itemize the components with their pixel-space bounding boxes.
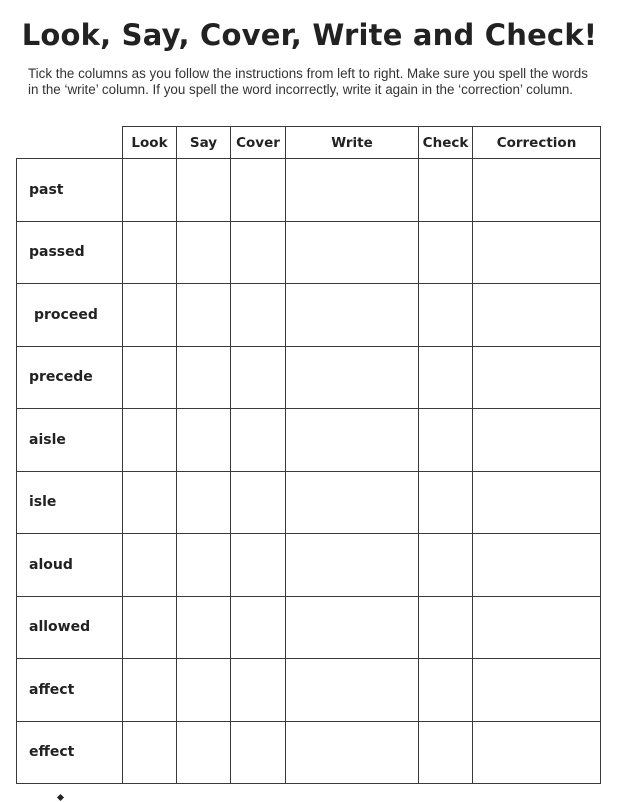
say-cell[interactable]	[177, 534, 231, 597]
check-cell[interactable]	[419, 471, 473, 534]
correction-cell[interactable]	[473, 471, 601, 534]
cover-cell[interactable]	[231, 534, 286, 597]
word-label: affect	[17, 659, 123, 722]
table-row	[17, 409, 601, 472]
correction-cell[interactable]	[473, 284, 601, 347]
check-cell[interactable]	[419, 534, 473, 597]
say-cell[interactable]	[177, 596, 231, 659]
say-cell[interactable]	[177, 471, 231, 534]
instructions-text: Tick the columns as you follow the instructions from left to right. Make sure you spell the words in the ‘write’ column. If you spell the word incorrectly, write it again in the ‘correction’ column.	[28, 66, 588, 97]
word-label: effect	[17, 721, 123, 784]
write-cell[interactable]	[286, 534, 419, 597]
correction-cell[interactable]	[473, 659, 601, 722]
correction-cell[interactable]	[473, 721, 601, 784]
table-row	[17, 346, 601, 409]
write-cell[interactable]	[286, 284, 419, 347]
write-cell[interactable]	[286, 409, 419, 472]
cover-cell[interactable]	[231, 159, 286, 222]
table-row	[17, 721, 601, 784]
spelling-table	[16, 126, 601, 784]
say-cell[interactable]	[177, 409, 231, 472]
header-row	[17, 127, 601, 159]
page-corner-mark	[57, 794, 64, 801]
cover-cell[interactable]	[231, 471, 286, 534]
word-label: past	[17, 159, 123, 222]
correction-cell[interactable]	[473, 159, 601, 222]
say-cell[interactable]	[177, 659, 231, 722]
table-row	[17, 534, 601, 597]
column-header-correction: Correction	[473, 127, 601, 159]
look-cell[interactable]	[123, 596, 177, 659]
check-cell[interactable]	[419, 659, 473, 722]
look-cell[interactable]	[123, 284, 177, 347]
look-cell[interactable]	[123, 534, 177, 597]
look-cell[interactable]	[123, 659, 177, 722]
cover-cell[interactable]	[231, 721, 286, 784]
word-label: isle	[17, 471, 123, 534]
write-cell[interactable]	[286, 721, 419, 784]
header-corner	[17, 127, 123, 159]
look-cell[interactable]	[123, 409, 177, 472]
write-cell[interactable]	[286, 596, 419, 659]
say-cell[interactable]	[177, 346, 231, 409]
look-cell[interactable]	[123, 346, 177, 409]
table-row	[17, 221, 601, 284]
table-row	[17, 159, 601, 222]
column-header-cover: Cover	[231, 127, 286, 159]
word-label: proceed	[17, 284, 123, 347]
write-cell[interactable]	[286, 471, 419, 534]
write-cell[interactable]	[286, 346, 419, 409]
correction-cell[interactable]	[473, 534, 601, 597]
correction-cell[interactable]	[473, 221, 601, 284]
say-cell[interactable]	[177, 221, 231, 284]
correction-cell[interactable]	[473, 596, 601, 659]
say-cell[interactable]	[177, 159, 231, 222]
say-cell[interactable]	[177, 284, 231, 347]
column-header-look: Look	[123, 127, 177, 159]
word-label: precede	[17, 346, 123, 409]
check-cell[interactable]	[419, 721, 473, 784]
write-cell[interactable]	[286, 221, 419, 284]
cover-cell[interactable]	[231, 596, 286, 659]
column-header-write: Write	[286, 127, 419, 159]
check-cell[interactable]	[419, 221, 473, 284]
check-cell[interactable]	[419, 346, 473, 409]
word-label: aloud	[17, 534, 123, 597]
table-row	[17, 284, 601, 347]
cover-cell[interactable]	[231, 221, 286, 284]
check-cell[interactable]	[419, 284, 473, 347]
check-cell[interactable]	[419, 409, 473, 472]
check-cell[interactable]	[419, 596, 473, 659]
cover-cell[interactable]	[231, 659, 286, 722]
look-cell[interactable]	[123, 221, 177, 284]
look-cell[interactable]	[123, 471, 177, 534]
page-title: Look, Say, Cover, Write and Check!	[21, 18, 598, 52]
say-cell[interactable]	[177, 721, 231, 784]
column-header-say: Say	[177, 127, 231, 159]
look-cell[interactable]	[123, 721, 177, 784]
table-row	[17, 659, 601, 722]
write-cell[interactable]	[286, 659, 419, 722]
column-header-check: Check	[419, 127, 473, 159]
cover-cell[interactable]	[231, 409, 286, 472]
word-label: aisle	[17, 409, 123, 472]
cover-cell[interactable]	[231, 284, 286, 347]
correction-cell[interactable]	[473, 346, 601, 409]
table-row	[17, 596, 601, 659]
look-cell[interactable]	[123, 159, 177, 222]
check-cell[interactable]	[419, 159, 473, 222]
cover-cell[interactable]	[231, 346, 286, 409]
word-label: allowed	[17, 596, 123, 659]
table-row	[17, 471, 601, 534]
correction-cell[interactable]	[473, 409, 601, 472]
word-label: passed	[17, 221, 123, 284]
write-cell[interactable]	[286, 159, 419, 222]
